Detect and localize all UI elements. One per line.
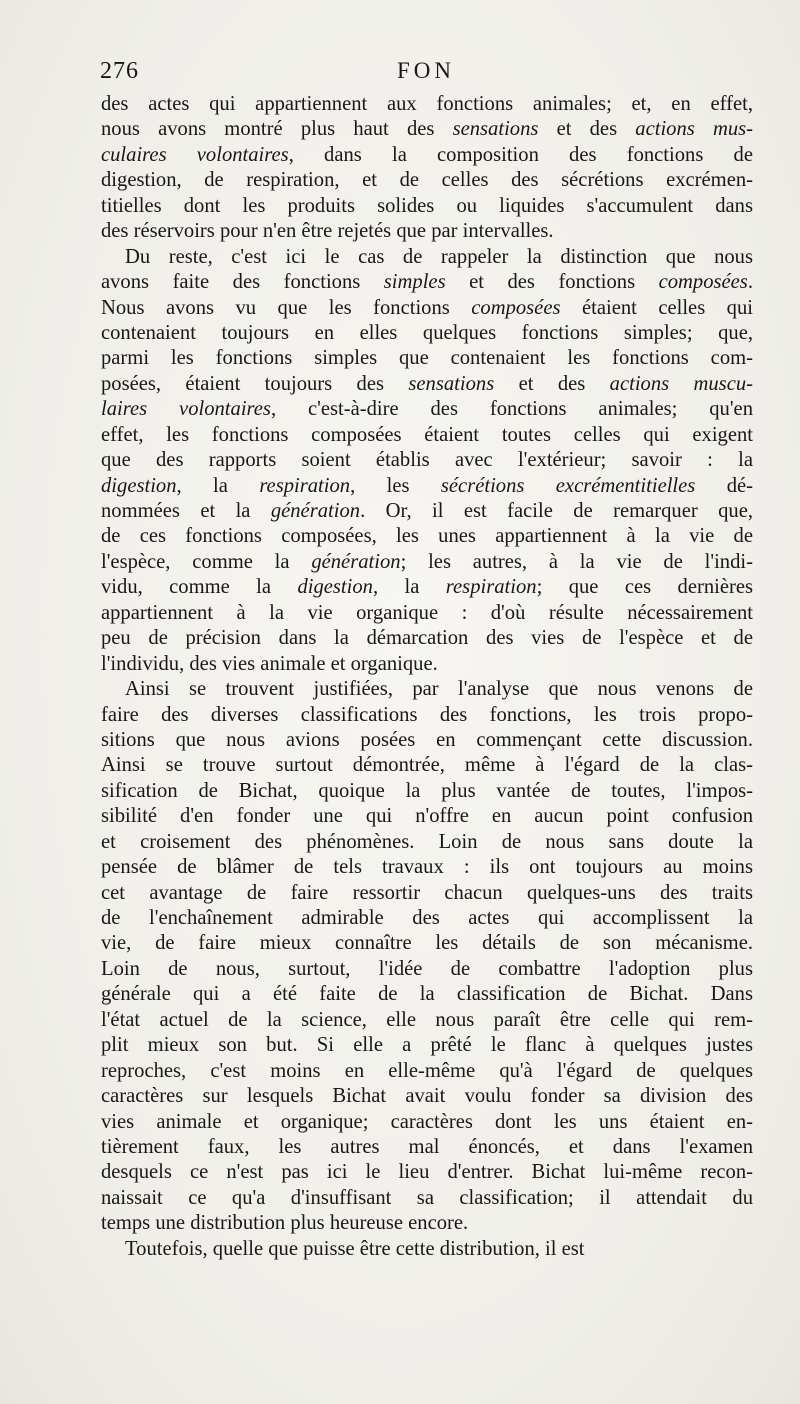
text-line: appartiennent à la vie organique : d'où résulte nécessairement — [101, 601, 753, 624]
text-line: temps une distribution plus heureuse encore. — [101, 1212, 469, 1235]
text-line: sification de Bichat, quoique la plus vantée de toutes, l'impos- — [101, 779, 753, 802]
text-line: nous avons montré plus haut des sensations et des actions mus- — [101, 118, 753, 141]
text-line: sibilité d'en fonder une qui n'offre en aucun point confusion — [101, 805, 753, 828]
page-number: 276 — [100, 58, 139, 84]
text-line: avons faite des fonctions simples et des fonctions composées. — [101, 271, 753, 294]
text-line: l'état actuel de la science, elle nous paraît être celle qui rem- — [101, 1008, 753, 1031]
text-line: digestion, de respiration, et de celles des sécrétions excrémen- — [101, 169, 753, 192]
body-text — [101, 92, 753, 1262]
text-line: des actes qui appartiennent aux fonctions animales; et, en effet, — [101, 93, 753, 115]
text-line: digestion, la respiration, les sécrétions excrémentitielles dé- — [101, 474, 753, 497]
text-line: de l'enchaînement admirable des actes qui accomplissent la — [101, 907, 753, 929]
text-line: peu de précision dans la démarcation des vies de l'espèce et de — [101, 627, 753, 650]
text-line: Toutefois, quelle que puisse être cette distribution, il est — [125, 1237, 585, 1260]
text-line: desquels ce n'est pas ici le lieu d'entrer. Bichat lui-même recon- — [101, 1161, 753, 1184]
text-line: pensée de blâmer de tels travaux : ils ont toujours au moins — [101, 856, 753, 879]
text-line: des réservoirs pour n'en être rejetés que par intervalles. — [101, 220, 554, 243]
text-line: naissait ce qu'a d'insuffisant sa classification; il attendait du — [101, 1186, 753, 1209]
text-line: Nous avons vu que les fonctions composées étaient celles qui — [101, 296, 754, 319]
text-line: tièrement faux, les autres mal énoncés, et dans l'examen — [101, 1135, 753, 1158]
page-header — [100, 58, 752, 88]
text-line: parmi les fonctions simples que contenaient les fonctions com- — [101, 347, 753, 370]
text-line: posées, étaient toujours des sensations et des actions muscu- — [101, 372, 753, 395]
text-line: Ainsi se trouvent justifiées, par l'analyse que nous venons de — [125, 678, 753, 701]
text-line: laires volontaires, c'est-à-dire des fonctions animales; qu'en — [101, 398, 753, 421]
text-line: Ainsi se trouve surtout démontrée, même à l'égard de la clas- — [101, 754, 753, 777]
text-line: nommées et la génération. Or, il est facile de remarquer que, — [101, 500, 753, 522]
text-line: contenaient toujours en elles quelques fonctions simples; que, — [101, 321, 753, 344]
running-head: FON — [396, 58, 455, 83]
text-line: et croisement des phénomènes. Loin de nous sans doute la — [101, 830, 753, 853]
paragraph — [101, 1237, 753, 1262]
text-line: l'espèce, comme la génération; les autres, à la vie de l'indi- — [101, 550, 753, 573]
text-line: caractères sur lesquels Bichat avait voulu fonder sa division des — [101, 1085, 753, 1108]
text-line: cet avantage de faire ressortir chacun quelques-uns des traits — [101, 881, 753, 904]
text-line: Du reste, c'est ici le cas de rappeler la distinction que nous — [125, 245, 753, 268]
text-line: effet, les fonctions composées étaient toutes celles qui exigent — [101, 423, 753, 446]
text-line: titielles dont les produits solides ou liquides s'accumulent dans — [101, 194, 753, 217]
text-line: vidu, comme la digestion, la respiration; que ces dernières — [101, 576, 754, 599]
text-line: sitions que nous avions posées en commençant cette discussion. — [101, 728, 753, 751]
paragraph — [101, 92, 753, 245]
text-line: reproches, c'est moins en elle-même qu'à l'égard de quelques — [101, 1059, 753, 1082]
text-line: culaires volontaires, dans la composition des fonctions de — [101, 143, 753, 166]
paragraph — [101, 677, 753, 1237]
text-line: l'individu, des vies animale et organique. — [101, 652, 438, 675]
text-line: Loin de nous, surtout, l'idée de combattre l'adoption plus — [101, 957, 753, 980]
text-line: de ces fonctions composées, les unes appartiennent à la vie de — [101, 525, 753, 548]
text-line: vie, de faire mieux connaître les détails de son mécanisme. — [101, 932, 753, 955]
text-line: que des rapports soient établis avec l'extérieur; savoir : la — [101, 449, 753, 472]
text-line: plit mieux son but. Si elle a prêté le flanc à quelques justes — [101, 1034, 753, 1057]
text-line: générale qui a été faite de la classification de Bichat. Dans — [101, 983, 753, 1006]
text-line: vies animale et organique; caractères dont les uns étaient en- — [101, 1110, 753, 1133]
text-line: faire des diverses classifications des fonctions, les trois propo- — [101, 703, 753, 726]
paragraph — [101, 245, 753, 677]
